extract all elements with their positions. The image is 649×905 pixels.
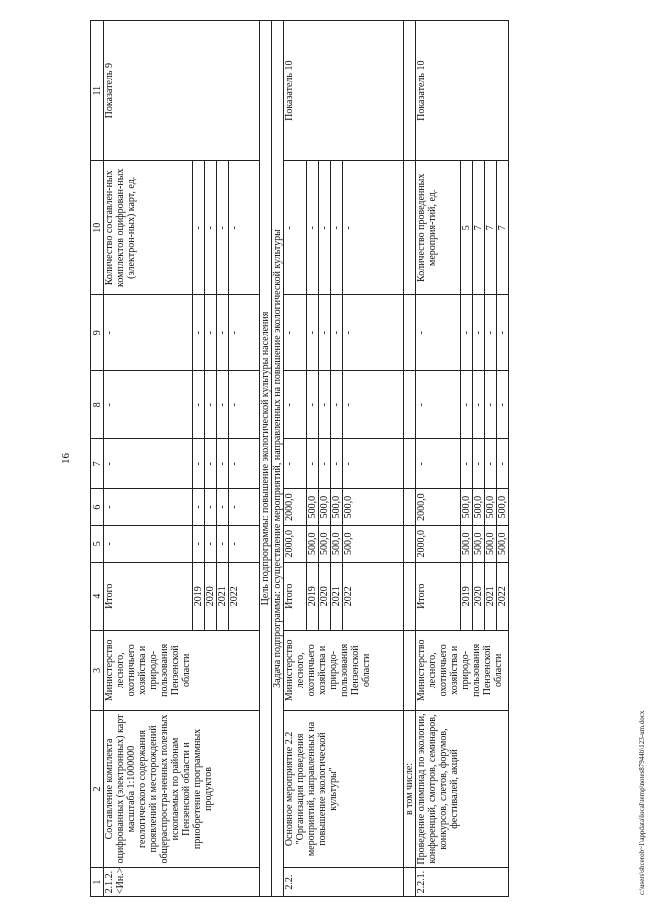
cell: - [284, 161, 307, 295]
col-header: 7 [91, 439, 104, 489]
cell: - [193, 489, 205, 526]
col-header: 9 [91, 295, 104, 371]
col-header: 5 [91, 525, 104, 562]
cell: - [331, 161, 343, 295]
cell: - [205, 161, 217, 295]
cell: - [485, 371, 497, 439]
col-header: 1 [91, 868, 104, 897]
total-label: Итого [416, 562, 461, 630]
executor: Министерство лесного, охотничьего хозяйства и природо-пользования Пензенской области [284, 630, 404, 710]
cell: 7 [473, 161, 485, 295]
row-number: 2.2.1. [416, 868, 509, 897]
cell: - [217, 161, 229, 295]
program-table [90, 20, 509, 897]
col-header: 8 [91, 371, 104, 439]
cell: - [473, 439, 485, 489]
row-number: 2.1.2. <Ин.> [104, 868, 260, 897]
year: 2022 [497, 562, 509, 630]
cell: 500,0 [343, 489, 404, 526]
cell: - [307, 439, 319, 489]
cell: - [104, 295, 193, 371]
cell: - [461, 439, 473, 489]
cell: - [473, 371, 485, 439]
table-row [404, 21, 416, 897]
cell: 500,0 [461, 525, 473, 562]
cell: - [193, 161, 205, 295]
cell: - [307, 161, 319, 295]
year: 2019 [193, 562, 205, 630]
col-header: 10 [91, 161, 104, 295]
cell: - [229, 489, 260, 526]
cell: - [473, 295, 485, 371]
cell: 500,0 [485, 489, 497, 526]
indicator: Показатель 10 [284, 21, 404, 161]
cell: 500,0 [473, 525, 485, 562]
indicator-name: Количество проведенных мероприя-тий, ед. [416, 161, 461, 295]
cell: - [193, 439, 205, 489]
cell: - [229, 439, 260, 489]
year: 2021 [485, 562, 497, 630]
cell: 500,0 [497, 489, 509, 526]
cell: 500,0 [307, 489, 319, 526]
cell: - [205, 525, 217, 562]
year: 2020 [473, 562, 485, 630]
table-row [284, 21, 307, 897]
cell: - [416, 439, 461, 489]
year: 2022 [229, 562, 260, 630]
cell: 500,0 [319, 525, 331, 562]
year: 2020 [205, 562, 217, 630]
indicator: Показатель 9 [104, 21, 260, 161]
cell: - [104, 489, 193, 526]
cell [404, 868, 416, 897]
cell: - [461, 371, 473, 439]
cell: 500,0 [497, 525, 509, 562]
cell: - [284, 295, 307, 371]
cell: 500,0 [307, 525, 319, 562]
cell: - [229, 295, 260, 371]
cell: 500,0 [473, 489, 485, 526]
col-header: 2 [91, 710, 104, 867]
cell: - [104, 525, 193, 562]
cell: - [331, 371, 343, 439]
cell: - [497, 439, 509, 489]
cell: - [497, 295, 509, 371]
cell: - [319, 161, 331, 295]
page-number: 16 [60, 453, 72, 464]
cell: - [104, 371, 193, 439]
cell: - [343, 295, 404, 371]
cell: - [485, 439, 497, 489]
table-row [104, 21, 193, 897]
row-number: 2.2. [284, 868, 404, 897]
cell: - [343, 161, 404, 295]
rotated-page [60, 20, 646, 897]
cell: - [229, 371, 260, 439]
cell: 2000,0 [284, 525, 307, 562]
cell: - [193, 371, 205, 439]
year: 2020 [319, 562, 331, 630]
cell: - [485, 295, 497, 371]
cell: 5 [461, 161, 473, 295]
activity-name: Основное мероприятие 2.2 "Организация проведения мероприятий, направленных на повышение экологической культуры" [284, 710, 404, 867]
cell: - [307, 371, 319, 439]
cell: - [343, 371, 404, 439]
col-header: 6 [91, 489, 104, 526]
cell: 7 [497, 161, 509, 295]
cell: - [205, 371, 217, 439]
activity-name: Проведение олимпиад по экологии, конференций, смотров, семинаров, конкурсов, слетов, форумов, фестивалей, акций [416, 710, 509, 867]
year: 2019 [307, 562, 319, 630]
cell: - [217, 489, 229, 526]
cell: 2000,0 [416, 489, 461, 526]
cell: 500,0 [485, 525, 497, 562]
activity-name: Составление комплекта оцифрованных (электронных) карт масштаба 1:1000000 геологического содержания проявлений и месторождений общераспростра-ненных полезных ископаемых по районам Пензенской области и приобретение программных продуктов [104, 710, 260, 867]
cell: - [217, 295, 229, 371]
file-path-footer: c:\users\shcerob~1\appdata\local\temp\notes87944b\123-um.docx [638, 710, 646, 895]
cell: - [229, 161, 260, 295]
cell: - [193, 525, 205, 562]
cell: 2000,0 [284, 489, 307, 526]
year: 2021 [217, 562, 229, 630]
cell: - [205, 295, 217, 371]
cell: - [331, 439, 343, 489]
year: 2019 [461, 562, 473, 630]
cell: 500,0 [461, 489, 473, 526]
cell: - [497, 371, 509, 439]
subprogram-goal: Цель подпрограммы: повышение экологической культуры населения [260, 21, 272, 897]
including-label: в том числе: [404, 710, 416, 867]
cell: - [331, 295, 343, 371]
cell: - [205, 439, 217, 489]
goal-row [260, 21, 272, 897]
cell: - [217, 439, 229, 489]
executor: Министерство лесного, охотничьего хозяйства и природо-пользования Пензенской области [104, 630, 260, 710]
cell: - [319, 439, 331, 489]
cell: 7 [485, 161, 497, 295]
cell: - [217, 371, 229, 439]
cell: 500,0 [343, 525, 404, 562]
total-label: Итого [104, 562, 193, 630]
cell: 500,0 [331, 489, 343, 526]
subprogram-task: Задача подпрограммы: осуществление мероприятий, направленных на повышение экологической культуры [272, 21, 284, 897]
col-header: 4 [91, 562, 104, 630]
total-label: Итого [284, 562, 307, 630]
cell: 500,0 [331, 525, 343, 562]
cell: - [217, 525, 229, 562]
table-row [416, 21, 461, 897]
cell: 500,0 [319, 489, 331, 526]
cell: - [193, 295, 205, 371]
cell: - [416, 371, 461, 439]
col-header: 3 [91, 630, 104, 710]
cell: - [104, 439, 193, 489]
cell: - [307, 295, 319, 371]
header-row [91, 21, 104, 897]
cell: - [284, 371, 307, 439]
year: 2021 [331, 562, 343, 630]
cell: - [284, 439, 307, 489]
cell: - [461, 295, 473, 371]
cell: - [205, 489, 217, 526]
cell: - [319, 295, 331, 371]
cell: - [343, 439, 404, 489]
executor: Министерство лесного, охотничьего хозяйства и природо-пользования Пензенской области [416, 630, 509, 710]
cell: - [416, 295, 461, 371]
cell: - [229, 525, 260, 562]
task-row [272, 21, 284, 897]
cell: - [319, 371, 331, 439]
col-header: 11 [91, 21, 104, 161]
indicator-name: Количество составлен-ных комплектов оцифрован-ных (электрон-ных) карт, ед. [104, 161, 193, 295]
indicator: Показатель 10 [416, 21, 509, 161]
cell: 2000,0 [416, 525, 461, 562]
year: 2022 [343, 562, 404, 630]
